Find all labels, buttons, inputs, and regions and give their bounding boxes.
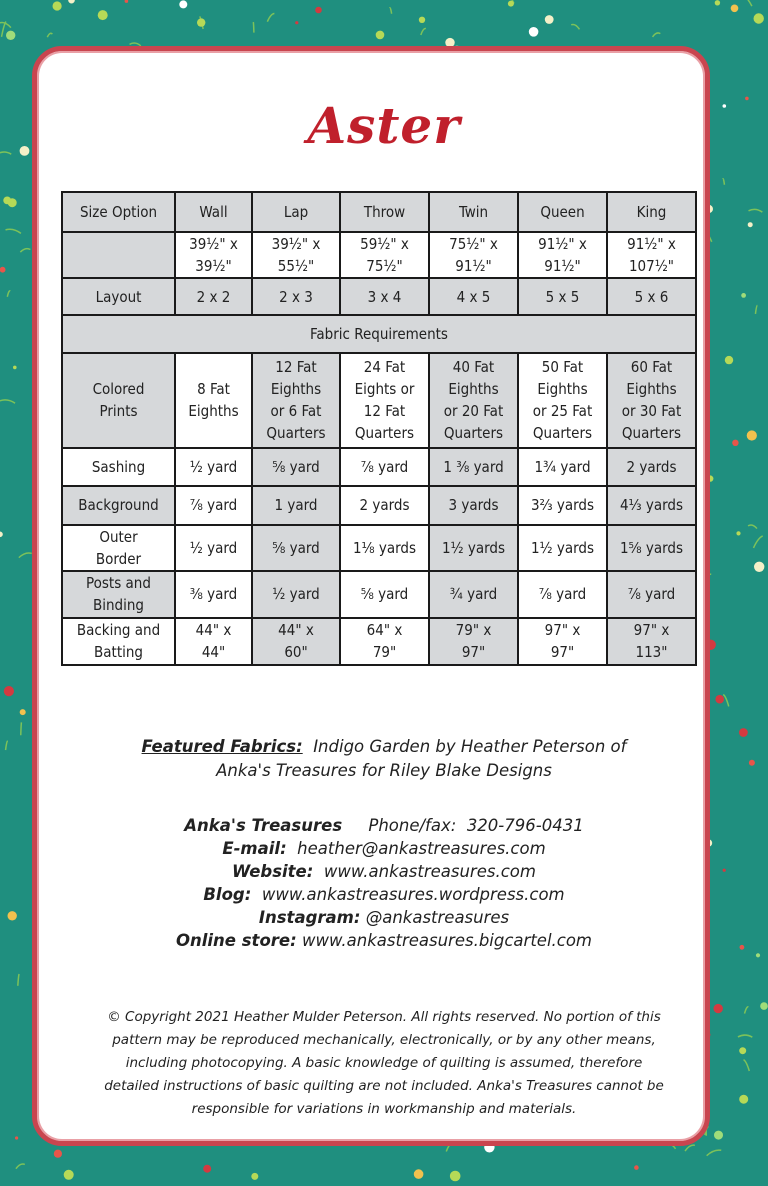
stem-shape <box>19 553 32 558</box>
table-cell: ⅝ yard <box>252 525 340 571</box>
instagram-handle[interactable]: @ankastreasures <box>365 908 510 927</box>
stem-shape <box>267 14 274 22</box>
flower-dot <box>741 293 746 298</box>
phone-number: 320-796-0431 <box>466 816 584 835</box>
blog-label: Blog: <box>203 885 252 904</box>
stem-shape <box>753 536 762 548</box>
featured-fabrics-label: Featured Fabrics: <box>141 737 303 756</box>
table-cell: 1½ yards <box>429 525 518 571</box>
table-cell: 50 Fat Eighths or 25 Fat Quarters <box>518 353 607 447</box>
flower-dot <box>179 0 187 8</box>
stem-shape <box>253 22 254 33</box>
table-cell: ⅞ yard <box>175 486 252 525</box>
flower-dot <box>376 31 385 40</box>
stem-shape <box>685 1145 695 1151</box>
table-cell: 8 Fat Eighths <box>175 353 252 447</box>
flower-dot <box>98 10 108 20</box>
stem-shape <box>723 695 728 707</box>
flower-dot <box>68 0 75 4</box>
table-cell: 5 x 5 <box>518 278 607 315</box>
table-row <box>62 353 696 447</box>
flower-dot <box>756 953 760 957</box>
flower-dot <box>529 27 539 37</box>
table-cell: 60 Fat Eighths or 30 Fat Quarters <box>607 353 696 447</box>
table-cell: ½ yard <box>175 525 252 571</box>
stem-shape <box>653 33 661 37</box>
table-cell: ⅝ yard <box>340 571 429 618</box>
website-label: Website: <box>232 862 314 881</box>
online-store-label: Online store: <box>175 931 297 950</box>
email-label: E-mail: <box>222 839 287 858</box>
flower-dot <box>64 1170 74 1180</box>
row-header-cell: Colored Prints <box>62 353 175 447</box>
flower-dot <box>715 0 720 5</box>
table-cell: 12 Fat Eighths or 6 Fat Quarters <box>252 353 340 447</box>
table-cell: ⅞ yard <box>607 571 696 618</box>
table-cell: 2 yards <box>340 486 429 525</box>
flower-dot <box>197 18 205 26</box>
row-header-cell: Background <box>62 486 175 525</box>
flower-dot <box>736 531 740 535</box>
column-header: Throw <box>340 192 429 232</box>
flower-dot <box>748 222 753 227</box>
email-address[interactable]: heather@ankastreasures.com <box>297 839 546 858</box>
flower-dot <box>125 0 129 3</box>
stem-shape <box>748 525 757 529</box>
table-header-row <box>62 192 696 232</box>
table-cell: ⅜ yard <box>175 571 252 618</box>
flower-dot <box>634 1165 639 1170</box>
flower-dot <box>714 1004 723 1013</box>
row-header-cell: Posts and Binding <box>62 571 175 618</box>
flower-dot <box>731 5 739 13</box>
table-row <box>62 618 696 665</box>
table-cell: ½ yard <box>175 448 252 486</box>
stem-shape <box>47 33 52 37</box>
flower-dot <box>450 1171 461 1182</box>
table-cell: 64" x 79" <box>340 618 429 665</box>
flower-dot <box>0 267 6 273</box>
table-cell: 91½" x 91½" <box>518 232 607 278</box>
table-cell: 2 yards <box>607 448 696 486</box>
table-cell: ⅝ yard <box>252 448 340 486</box>
flower-dot <box>295 21 298 24</box>
stem-shape <box>0 23 11 28</box>
stem-shape <box>755 305 757 314</box>
stem-shape <box>18 974 19 986</box>
blog-link[interactable]: www.ankastreasures.wordpress.com <box>261 885 565 904</box>
flower-dot <box>754 13 764 23</box>
table-cell: 4 x 5 <box>429 278 518 315</box>
stem-shape <box>20 249 30 253</box>
column-header: Twin <box>429 192 518 232</box>
stem-shape <box>16 1164 25 1169</box>
flower-dot <box>419 17 425 23</box>
flower-dot <box>13 366 17 370</box>
featured-fabrics-line1: Indigo Garden by Heather Peterson of <box>313 737 627 756</box>
flower-dot <box>15 1136 18 1139</box>
table-cell: 3⅔ yards <box>518 486 607 525</box>
row-header-cell: Backing and Batting <box>62 618 175 665</box>
table-cell: 3 yards <box>429 486 518 525</box>
instagram-label: Instagram: <box>258 908 361 927</box>
table-cell: ¾ yard <box>429 571 518 618</box>
table-cell: 91½" x 107½" <box>607 232 696 278</box>
size-row <box>62 232 696 278</box>
stem-shape <box>738 1035 752 1037</box>
flower-dot <box>0 532 3 538</box>
table-cell: 97" x 97" <box>518 618 607 665</box>
column-header: Queen <box>518 192 607 232</box>
table-cell: 44" x 44" <box>175 618 252 665</box>
table-cell: 2 x 2 <box>175 278 252 315</box>
table-cell: 1½ yards <box>518 525 607 571</box>
table-cell: 1 ⅜ yard <box>429 448 518 486</box>
table-cell: 59½" x 75½" <box>340 232 429 278</box>
layout-row <box>62 278 696 315</box>
flower-dot <box>20 709 26 715</box>
table-cell: 44" x 60" <box>252 618 340 665</box>
flower-dot <box>760 1002 768 1010</box>
table-cell: ⅞ yard <box>340 448 429 486</box>
stem-shape <box>707 1150 722 1156</box>
table-cell: ½ yard <box>252 571 340 618</box>
row-header-cell: Layout <box>62 278 175 315</box>
flower-dot <box>414 1169 424 1179</box>
table-cell: 97" x 113" <box>607 618 696 665</box>
stem-shape <box>745 1007 749 1014</box>
stem-shape <box>749 209 763 212</box>
stem-shape <box>744 1060 750 1071</box>
stem-shape <box>421 28 426 34</box>
table-row <box>62 448 696 486</box>
website-link[interactable]: www.ankastreasures.com <box>323 862 536 881</box>
flower-dot <box>508 1 514 7</box>
table-cell: 79" x 97" <box>429 618 518 665</box>
table-cell: ⅞ yard <box>518 571 607 618</box>
table-cell: 3 x 4 <box>340 278 429 315</box>
table-row <box>62 486 696 525</box>
flower-dot <box>6 31 15 40</box>
stem-shape <box>742 0 752 6</box>
table-cell: 1⅛ yards <box>340 525 429 571</box>
column-header: Wall <box>175 192 252 232</box>
table-row <box>62 525 696 571</box>
column-header: King <box>607 192 696 232</box>
flower-dot <box>715 695 724 704</box>
table-cell: 24 Fat Eights or 12 Fat Quarters <box>340 353 429 447</box>
table-cell: 1⅝ yards <box>607 525 696 571</box>
flower-dot <box>747 430 757 440</box>
flower-dot <box>739 1047 746 1054</box>
flower-dot <box>714 1131 723 1140</box>
flower-dot <box>739 1095 748 1104</box>
row-header-cell: Outer Border <box>62 525 175 571</box>
row-header-cell <box>62 232 175 278</box>
row-header-cell: Sashing <box>62 448 175 486</box>
table-row <box>62 571 696 618</box>
table-cell: 39½" x 39½" <box>175 232 252 278</box>
table-cell: 2 x 3 <box>252 278 340 315</box>
flower-dot <box>545 15 554 24</box>
table-cell: 4⅓ yards <box>607 486 696 525</box>
table-cell: 1 yard <box>252 486 340 525</box>
stem-shape <box>390 8 392 14</box>
table-cell: 75½" x 91½" <box>429 232 518 278</box>
stem-shape <box>6 229 21 233</box>
row-header-cell: Size Option <box>62 192 175 232</box>
fabric-requirements-table <box>61 191 697 666</box>
flower-dot <box>732 440 738 446</box>
flower-dot <box>203 1165 211 1173</box>
flower-dot <box>53 1 62 10</box>
flower-dot <box>754 562 764 572</box>
table-cell: 5 x 6 <box>607 278 696 315</box>
online-store-link[interactable]: www.ankastreasures.bigcartel.com <box>301 931 593 950</box>
featured-fabrics <box>0 735 768 783</box>
section-title-row <box>62 315 696 353</box>
pattern-title: Aster <box>307 96 461 155</box>
stem-shape <box>7 291 10 297</box>
company-name: Anka's Treasures <box>184 816 343 835</box>
stem-shape <box>0 400 15 403</box>
flower-dot <box>54 1150 62 1158</box>
featured-fabrics-line2: Anka's Treasures for Riley Blake Designs <box>216 761 552 780</box>
table-cell: 1¾ yard <box>518 448 607 486</box>
contact-info <box>0 814 768 952</box>
table-cell: 39½" x 55½" <box>252 232 340 278</box>
stem-shape <box>571 24 579 29</box>
section-title-cell: Fabric Requirements <box>62 315 696 353</box>
flower-dot <box>315 7 322 14</box>
stem-shape <box>21 722 22 735</box>
flower-dot <box>251 1173 258 1180</box>
table-cell: 40 Fat Eighths or 20 Fat Quarters <box>429 353 518 447</box>
stem-shape <box>723 179 725 185</box>
flower-dot <box>3 197 11 205</box>
flower-dot <box>4 686 14 696</box>
phone-label: Phone/fax: <box>368 816 457 835</box>
flower-dot <box>725 356 733 364</box>
column-header: Lap <box>252 192 340 232</box>
copyright-notice: © Copyright 2021 Heather Mulder Peterson. All rights reserved. No portion of this pattern may be reproduced mechanically, electronically, or by any other means, including photocopying. A basic knowledge of quilting is assumed, therefore detailed instructions of basic quilting are not included. Anka's Treasures cannot be responsible for variations in workmanship and materials. <box>104 1009 664 1117</box>
